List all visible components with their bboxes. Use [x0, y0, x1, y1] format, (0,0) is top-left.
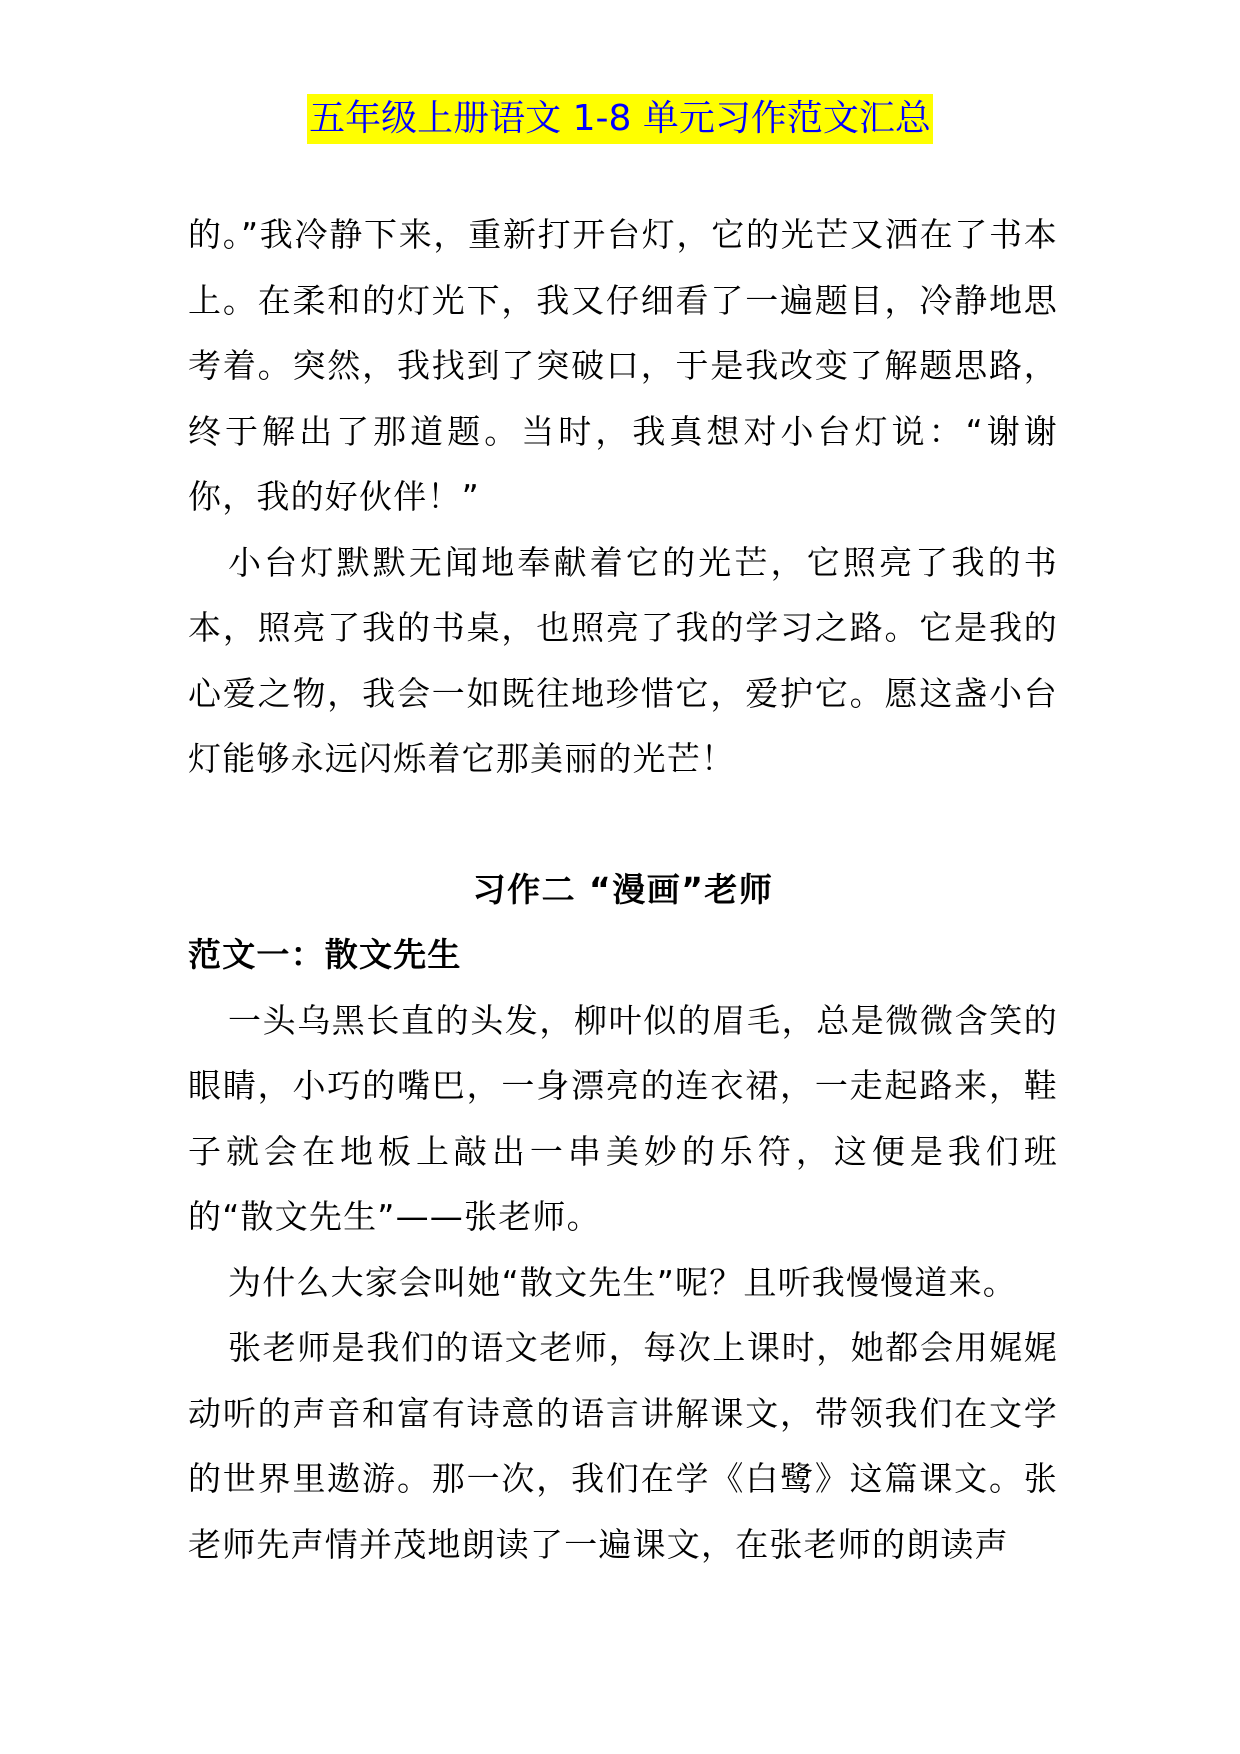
paragraph-teacher-description: 一头乌黑长直的头发，柳叶似的眉毛，总是微微含笑的眼睛，小巧的嘴巴，一身漂亮的连衣裙，一走起路来，鞋子就会在地板上敲出一串美妙的乐符，这便是我们班的“散文先生”——张老师。: [188, 1000, 1058, 1236]
essay-title: 范文一：散文先生: [188, 935, 462, 974]
paragraph-lamp-conclusion: 小台灯默默无闻地奉献着它的光芒，它照亮了我的书本，照亮了我的书桌，也照亮了我的学习之路。它是我的心爱之物，我会一如既往地珍惜它，爱护它。愿这盏小台灯能够永远闪烁着它那美丽的光芒！: [188, 542, 1058, 778]
paragraph-teacher-class: 张老师是我们的语文老师，每次上课时，她都会用娓娓动听的声音和富有诗意的语言讲解课文，带领我们在文学的世界里遨游。那一次，我们在学《白鹭》这篇课文。张老师先声情并茂地朗读了一遍课文，在张老师的朗读声: [188, 1328, 1058, 1564]
page-header: [0, 94, 1240, 144]
document-body: [188, 202, 1058, 1577]
paragraph-lamp-ending: 的。”我冷静下来，重新打开台灯，它的光芒又洒在了书本上。在柔和的灯光下，我又仔细看了一遍题目，冷静地思考着。突然，我找到了突破口，于是我改变了解题思路，终于解出了那道题。当时，我真想对小台灯说：“谢谢你，我的好伙伴！”: [188, 215, 1058, 516]
section-gap: [188, 792, 1058, 857]
paragraph-nickname-question: 为什么大家会叫她“散文先生”呢？且听我慢慢道来。: [228, 1262, 1017, 1302]
document-title: 五年级上册语文 1-8 单元习作范文汇总: [307, 94, 933, 144]
section-title: 习作二 “漫画”老师: [472, 869, 774, 909]
